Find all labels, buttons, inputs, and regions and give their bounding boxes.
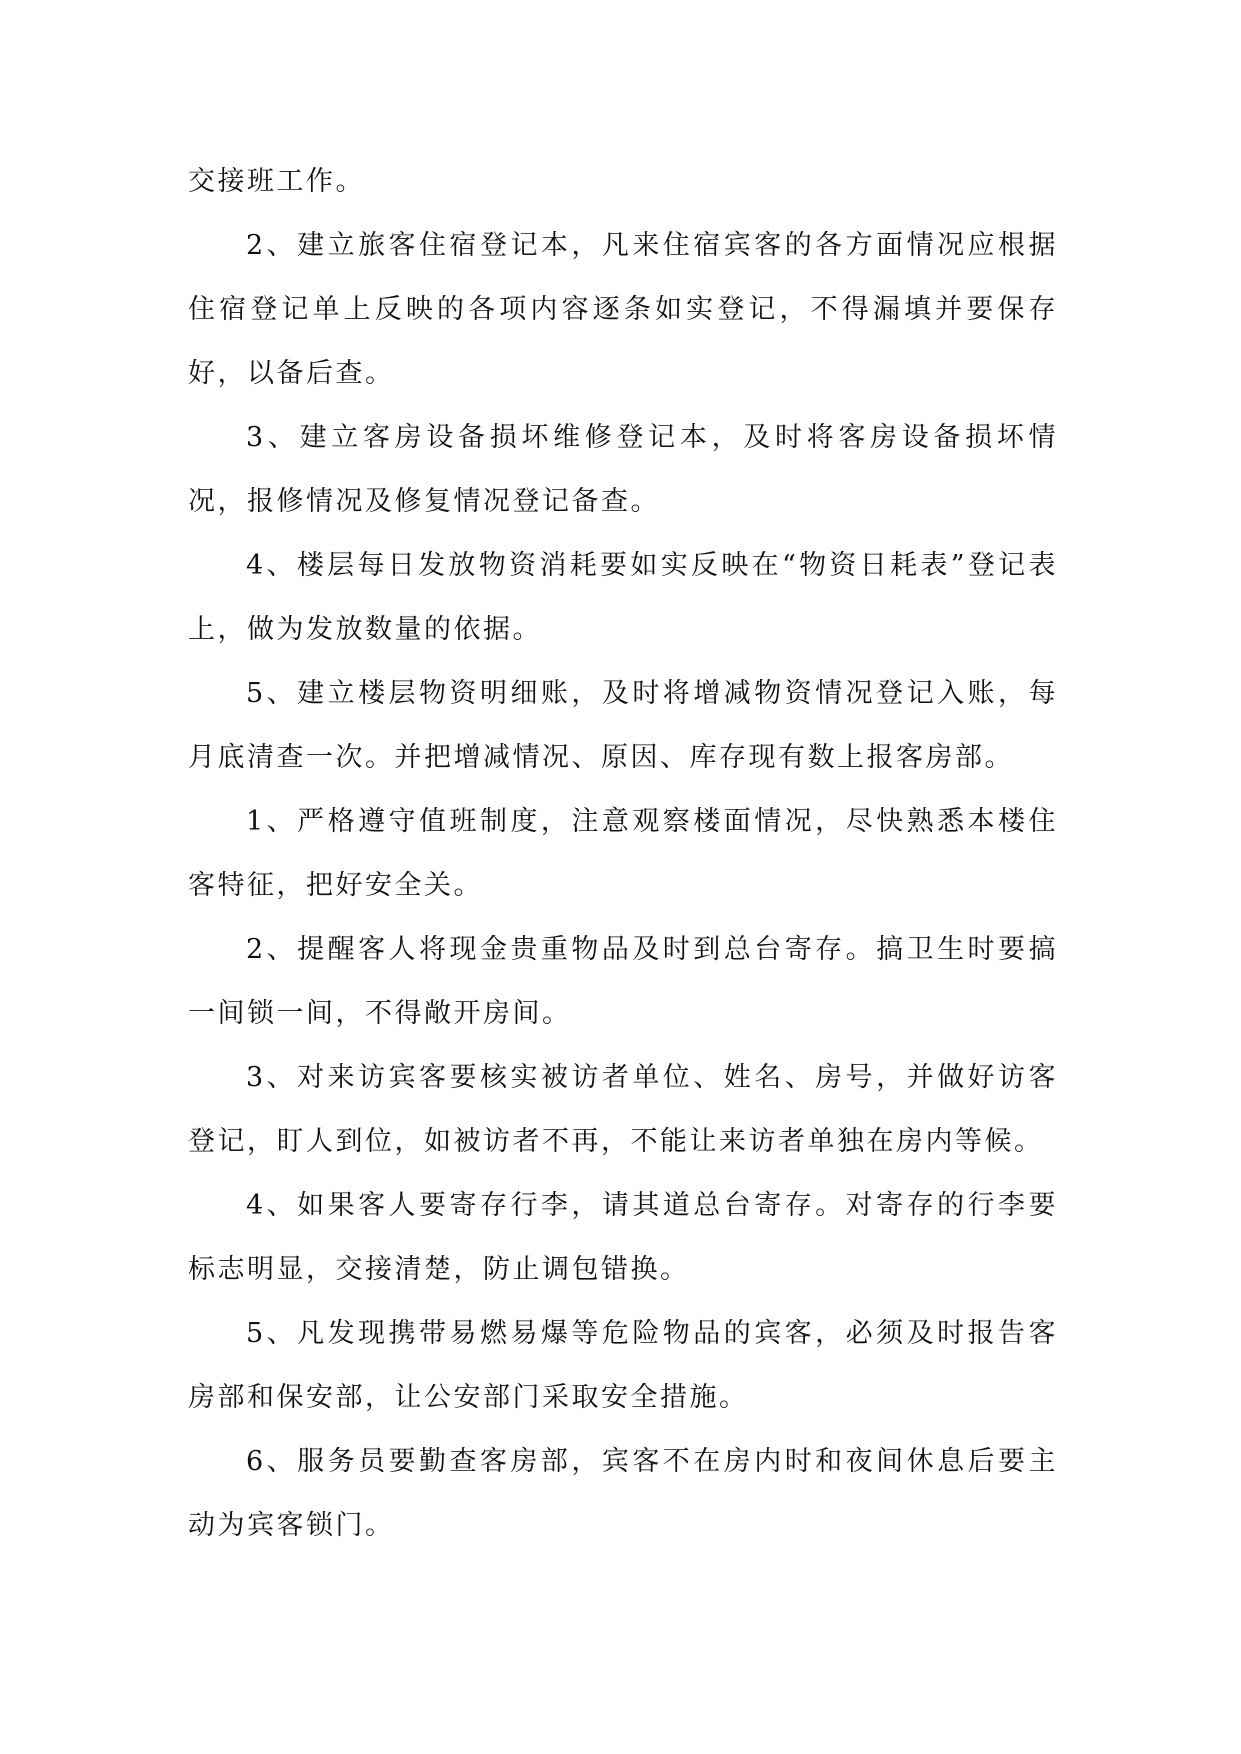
paragraph-security-item-4: 4、如果客人要寄存行李，请其道总台寄存。对寄存的行李要标志明显，交接清楚，防止调包错换。 <box>188 1190 1058 1285</box>
paragraph-item-4-supplies-consumption: 4、楼层每日发放物资消耗要如实反映在“物资日耗表”登记表上，做为发放数量的依据。 <box>188 550 1058 645</box>
paragraph-security-item-6: 6、服务员要勤查客房部，宾客不在房内时和夜间休息后要主动为宾客锁门。 <box>188 1446 1058 1541</box>
paragraph-security-item-1: 1、严格遵守值班制度，注意观察楼面情况，尽快熟悉本楼住客特征，把好安全关。 <box>188 806 1058 901</box>
paragraph-security-item-5: 5、凡发现携带易燃易爆等危险物品的宾客，必须及时报告客房部和保安部，让公安部门采取安全措施。 <box>188 1318 1058 1413</box>
paragraph-security-item-2: 2、提醒客人将现金贵重物品及时到总台寄存。搞卫生时要搞一间锁一间，不得敞开房间。 <box>188 934 1058 1029</box>
paragraph-item-5-supplies-ledger: 5、建立楼层物资明细账，及时将增减物资情况登记入账，每月底清查一次。并把增减情况、原因、库存现有数上报客房部。 <box>188 678 1058 773</box>
paragraph-item-3-repair-register: 3、建立客房设备损坏维修登记本，及时将客房设备损坏情况，报修情况及修复情况登记备查。 <box>188 422 1058 517</box>
paragraph-item-2-guest-register: 2、建立旅客住宿登记本，凡来住宿宾客的各方面情况应根据住宿登记单上反映的各项内容逐条如实登记，不得漏填并要保存好，以备后查。 <box>188 230 1058 389</box>
paragraph-security-item-3: 3、对来访宾客要核实被访者单位、姓名、房号，并做好访客登记，盯人到位，如被访者不再，不能让来访者单独在房内等候。 <box>188 1062 1058 1157</box>
paragraph-continuation: 交接班工作。 <box>188 166 365 197</box>
document-body <box>188 150 1058 1558</box>
